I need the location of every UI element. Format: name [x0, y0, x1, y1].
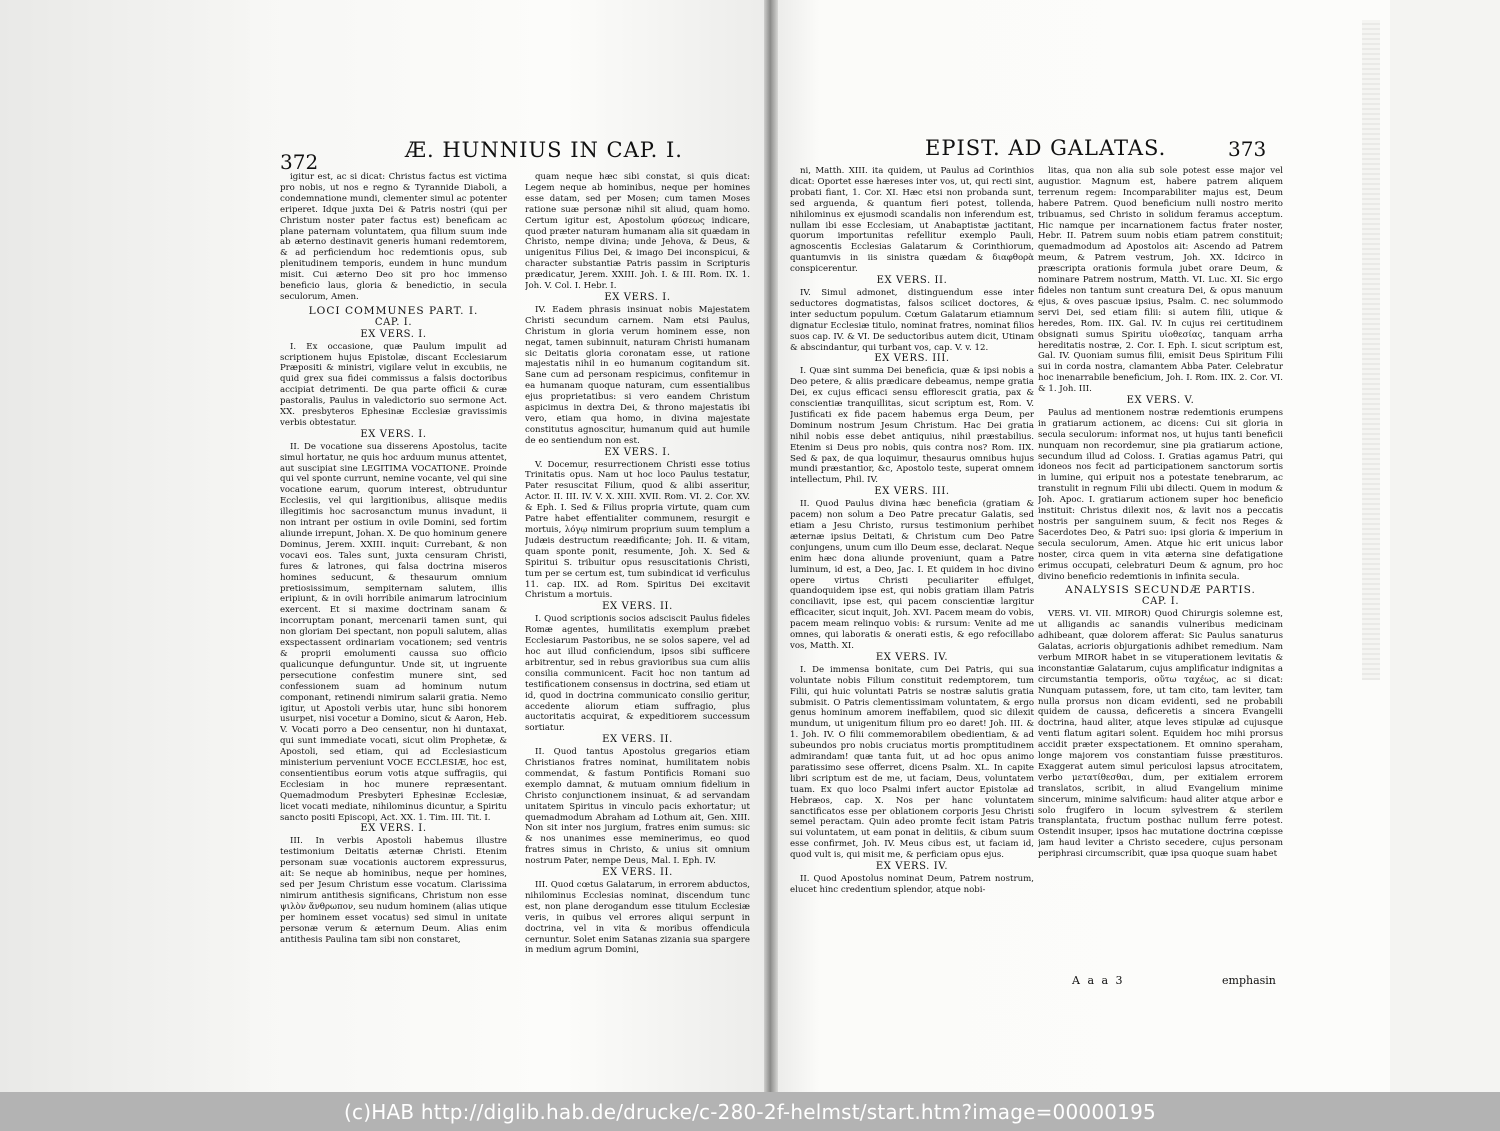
paragraph: Paulus ad mentionem nostræ redemtionis erumpens in gratiarum actionem, ac dicens: Cui sit gloria in secula seculorum: informat nos, ut hujus tanti beneficii nunquam non recordemur, sine pia gratiarum actione, secundum illud ad Coloss. I. Gratias agamus Patri, qui idoneos nos fecit ad participationem sanctorum sortis in lumine, qui eripuit nos a potestate tenebrarum, ac transtulit in regnum Filii ubi dilecti. Quem in modum & Joh. Apoc. I. gratiarum actionem super hoc beneficio instituit: Christus dilexit nos, & lavit nos a peccatis nostris per sanguinem suum, & fecit nos Reges & Sacerdotes Deo, & Patri suo: ipsi gloria & imperium in secula seculorum, Amen. Atque hic erit unicus labor noster, circa quem in vita æterna sine defatigatione erimus occupati, celebraturi Deum & agnum, pro hoc divino beneficio redemtionis in infinita secula.: [1038, 407, 1283, 582]
paragraph: igitur est, ac si dicat: Christus factus est victima pro nobis, ut nos e regno & Tyrannide Diaboli, a condemnatione mundi, clementer simul ac potenter eriperet. Idque juxta Dei & Patris nostri (qui per Christum noster pater factus est) beneficam ac plane paternam voluntatem, qua filium suum inde ab æterno destinavit generis humani redemtorem, & ad perficiendum hoc redemtionis opus, sub plenitudinem temporis, eundem in hunc mundum misit. Cui æterno Deo sit pro hoc immenso beneficio laus, gloria & benedictio, in secula seculorum, Amen.: [280, 172, 507, 302]
section-heading: EX VERS. I.: [360, 823, 427, 835]
section-heading: EX VERS. IV.: [875, 861, 949, 873]
section-heading: LOCI COMMUNES PART. I.: [308, 304, 479, 317]
left-page-column-1: [280, 172, 507, 990]
right-running-header: EPIST. AD GALATAS.: [925, 136, 1167, 160]
section-heading: ANALYSIS SECUNDÆ PARTIS.: [1065, 584, 1256, 597]
left-running-header: Æ. HUNNIUS IN CAP. I.: [405, 138, 683, 162]
paragraph: ni, Matth. XIII. ita quidem, ut Paulus ad Corinthios dicat: Oportet esse hæreses inter vos, ut, qui recti sint, probati fiant, 1. Cor. XI. Hæc etsi non probanda sunt, sed arguenda, & quantum fieri potest, tollenda, nihilominus ex ejusmodi scandalis non inferendum est, nullam ibi esse Ecclesiam, ut Anabaptistæ jactitant, quorum importunitas refellitur exemplo Pauli, agnoscentis Ecclesias Galatarum & Corinthiorum, quantumvis in iis sinistra quædam & διαφθορὰ conspicerentur.: [790, 166, 1034, 275]
section-heading: EX VERS. III.: [874, 486, 950, 498]
paragraph: I. Quæ sint summa Dei beneficia, quæ & ipsi nobis a Deo petere, & aliis prædicare debeamus, nempe gratia Dei, ex cujus efficaci sensu efflorescit gratia, pax & conscientiæ tranquillitas, sicut scriptum est, Rom. V. Justificati ex fide pacem habemus erga Deum, per Dominum nostrum Jesum Christum. Hac Dei gratia nihil nobis esse debet antiquius, nihil præstabilius. Etenim si Deus pro nobis, quis contra nos? Rom. IIX. Sed & pax, de qua loquimur, thesaurus omnibus hujus mundi præstantior, &c, Apostolo teste, superat omnem intellectum, Phil. IV.: [790, 366, 1034, 486]
paragraph: IV. Simul admonet, distinguendum esse inter seductores dogmatistas, falsos scilicet doctores, & inter seductum populum. Cœtum Galatarum etiamnum dignatur Ecclesiæ titulo, nominat fratres, nominat filios suos cap. IV. & VI. De seductoribus autem dicit, Utinam & abscindantur, qui turbant vos, cap. V. v. 12.: [790, 287, 1034, 353]
source-url: (c)HAB http://diglib.hab.de/drucke/c-280-2f-helmst/start.htm?image=00000195: [344, 1099, 1156, 1124]
book-gutter: [764, 0, 778, 1092]
section-heading: CAP. I.: [1141, 596, 1180, 608]
paragraph: III. Quod cœtus Galatarum, in errorem abductos, nihilominus Ecclesias nominat, discendum tunc est, non plane derogandum esse titulum Ecclesiæ veris, in quibus vel errores aliqui serpunt in doctrina, vel in vita & moribus offendicula cernuntur. Solet enim Satanas zizania sua spargere in medium agrum Domini,: [525, 880, 750, 956]
section-heading: EX VERS. II.: [602, 601, 673, 613]
paragraph: II. Quod tantus Apostolus gregarios etiam Christianos fratres nominat, humilitatem nobis commendat, & fastum Pontificis Romani suo exemplo damnat, & mutuam omnium fidelium in Christo conjunctionem insinuat, & ad servandam unitatem Spiritus in vinculo pacis exhortatur; ut quemadmodum Abraham ad Lothum ait, Gen. XIII. Non sit inter nos jurgium, fratres enim sumus: sic & nos unanimes esse meminerimus, eo quod fratres simus in Christo, & unius sit omnium nostrum Pater, nempe Deus, Mal. I. Eph. IV.: [525, 747, 750, 867]
signature-mark: A a a 3: [1072, 974, 1125, 987]
section-heading: EX VERS. I.: [360, 428, 427, 440]
paragraph: I. Quod scriptionis socios adsciscit Paulus fideles Romæ agentes, humilitatis exemplum præbet Ecclesiarum Pastoribus, ne se solos sapere, vel ad hoc aut illud conficiendum, ipsos sibi sufficere arbitrentur, sed in rebus gravioribus sua cum aliis consilia communicent. Facit hoc non tantum ad testificationem consensus in doctrina, sed etiam ut id, quod in doctrina communicato consilio geritur, accedente aliorum etiam suffragio, plus auctoritatis acquirat, & expeditiorem successum sortiatur.: [525, 614, 750, 734]
paragraph: III. In verbis Apostoli habemus illustre testimonium Deitatis æternæ Christi. Etenim personam suæ vocationis auctorem expressurus, ait: Se neque ab hominibus, neque per homines, sed per Jesum Christum esse vocatum. Clarissima nimirum antithesis significans, Christum non esse ψιλὸν ἄνθρωπον, seu nudum hominem (alias utique per hominem esset vocatus) sed simul in unitate personæ verum & æternum Deum. Alias enim antithesis Paulina tam sibi non constaret,: [280, 836, 507, 945]
paragraph: II. De vocatione sua disserens Apostolus, tacite simul hortatur, ne quis hoc arduum munus attentet, aut suscipiat sine LEGITIMA VOCATIONE. Proinde qui vel sponte currunt, nemine vocante, vel qui sine vocatione earum, quorum interest, obtruduntur Ecclesiis, vel qui largitionibus, aliisque mediis illegitimis hoc sacrosanctum munus invadunt, ii non intrant per ostium in ovile Domini, sed fortim aliunde irrepunt, Johan. X. De quo hominum genere Dominus, Jerem. XXIII. inquit: Currebant, & non vocavi eos. Tales sunt, juxta censuram Christi, fures & latrones, qui falsa doctrina miseros homines seducunt, & thesaurum omnium pretiosissimum, sempiternam salutem, illis eripiunt, & in ovili horribile animarum latrocinium exercent. Et si maxime doctrinam sanam & incorruptam ponant, mercenarii tamen sunt, qui non gloriam Dei spectant, non populi salutem, alias exspectassent ordinariam vocationem; sed ventris & proprii emolumenti caussa suo officio qualicunque defunguntur. Unde sit, ut ingruente persecutione confestim munere sint, sed confessionem suam ad hominum nutum componant, retinendi nimirum salarii gratia. Nemo igitur, ut Apostoli verbis utar, hunc sibi honorem usurpet, nisi vocetur a Domino, sicut & Aaron, Heb. V. Vocati porro a Deo censentur, non hi duntaxat, qui sunt immediate vocati, sicut olim Prophetæ, & Apostoli, sed etiam, qui ad Ecclesiasticum ministerium perveniunt VOCE ECCLESIÆ, hoc est, consentientibus eorum votis atque suffragiis, qui Ecclesiam in hoc munere repræsentant. Quemadmodum Presbyteri Ephesinæ Ecclesiæ, licet vocati mediate, nihilominus dicuntur, a Spiritu sancto positi Episcopi, Act. XX. 1. Tim. III. Tit. I.: [280, 441, 507, 823]
right-page-number: 373: [1228, 137, 1267, 161]
paragraph: VERS. VI. VII. MIROR) Quod Chirurgis solemne est, ut alligandis ac sanandis vulneribus medicinam adhibeant, quæ dolorem afferat: Sic Paulus sanaturus Galatas, acrioris objurgationis adhibet remedium. Nam verbum MIROR habet in se vituperationem levitatis & inconstantiæ Galatarum, cujus amplificatur indignitas a circumstantia temporis, οὕτω ταχέως, ac si dicat: Nunquam putassem, fore, ut tam cito, tam leviter, tam nulla prorsus non dicam evidenti, sed ne probabili quidem de caussa, deficeretis a sincera Evangelii doctrina, haud aliter, atque leves stipulæ ad cujusque venti flatum agitari solent. Equidem hoc mihi prorsus accidit præter exspectationem. Et omnino speraham, longe majorem vos constantiam fuisse præstituros. Exaggerat autem simul periculosi lapsus atrocitatem, verbo μετατίθεσθαι, dum, per exitialem errorem translatos, scribit, in aliud Evangelium minime sincerum, minime salvificum: haud aliter atque arbor e solo frugifero in locum sylvestrem & sterilem transplantata, fructum posthac nullum ferre potest. Ostendit insuper, ipsos hac mutatione doctrina cœpisse jam haud leviter a Christo secedere, cujus personam periphrasi circumscribit, quæ ipsa quoque suam habet: [1038, 609, 1283, 860]
left-page-number: 372: [280, 150, 319, 174]
section-heading: EX VERS. II.: [602, 734, 673, 746]
paragraph: V. Docemur, resurrectionem Christi esse totius Trinitatis opus. Nam ut hoc loco Paulus testatur, Pater resuscitat Filium, quod & alibi asseritur, Actor. II. III. IV. V. X. XIII. XVII. Rom. VI. 2. Cor. XV. & Eph. I. Sed & Filius propria virtute, quam cum Patre habet effentialiter communem, resurgit e mortuis, λόγῳ nimirum proprium suum templum a Judæis destructum reædificante; Joh. II. & vitam, quam sponte ponit, resumente, Joh. X. Sed & Spiritui S. tribuitur opus resuscitationis Christi, tum per se certum est, tum subindicat id verficulus 11. cap. IIX. ad Rom. Spiritus Dei excitavit Christum a mortuis.: [525, 459, 750, 601]
left-page-column-2: [525, 172, 750, 990]
section-heading: EX VERS. III.: [874, 353, 950, 365]
scan-background: [0, 0, 260, 1092]
paragraph: litas, qua non alia sub sole potest esse major vel augustior. Magnum est, habere patrem aliquem terrenum regem: Incomparabiliter majus est, Deum habere Patrem. Quod beneficium nulli nostro merito tribuamus, sed Christo in solidum feramus acceptum. Hic namque per incarnationem factus frater noster, Hebr. II. Patrem suum nobis etiam patrem constituit; quemadmodum ad Apostolos ait: Ascendo ad Patrem meum, & Patrem vestrum, Joh. XX. Idcirco in præscripta orationis formula jubet orare Deum, & nominare Patrem nostrum, Matth. VI. Luc. XI. Sic ergo fideles non tantum sunt creatura Dei, & opus manuum ejus, & oves pascuæ ipsius, Psalm. C. nec solummodo servi Dei, sed etiam filii: si autem filii, utique & heredes, Rom. IIX. Gal. IV. In cujus rei certitudinem obsignati sumus Spiritu υἱοθεσίας, tanquam arrha hereditatis nostræ, 2. Cor. I. Eph. I. sicut scriptum est, Gal. IV. Quoniam sumus filii, emisit Deus Spiritum Filii sui in corda nostra, clamantem Abba Pater. Celebratur hoc inenarrabile beneficium, Joh. I. Rom. IIX. 2. Cor. VI. & 1. Joh. III.: [1038, 166, 1283, 395]
section-heading: EX VERS. II.: [602, 867, 673, 879]
paragraph: I. Ex occasione, quæ Paulum impulit ad scriptionem hujus Epistolæ, discant Ecclesiarum Præpositi & ministri, vigilare velut in excubiis, ne quid grex sua fidei commissus a falsis doctoribus accipiat detrimenti. De qua parte officii & curæ pastoralis, Paulus in valedictorio suo sermone Act. XX. presbyteros Ephesinæ Ecclesiæ gravissimis verbis obtestatur.: [280, 341, 507, 428]
section-heading: CAP. I.: [374, 316, 413, 328]
section-heading: EX VERS. V.: [1126, 395, 1195, 407]
source-footer-bar: [0, 1092, 1500, 1131]
section-heading: EX VERS. IV.: [875, 651, 949, 663]
right-page-column-1: [790, 166, 1034, 976]
section-heading: EX VERS. I.: [604, 291, 671, 303]
section-heading: EX VERS. I.: [360, 328, 427, 340]
section-heading: EX VERS. I.: [604, 446, 671, 458]
section-heading: EX VERS. II.: [876, 275, 948, 287]
paragraph: II. Quod Apostolus nominat Deum, Patrem nostrum, elucet hinc credentium splendor, atque nobi-: [790, 874, 1034, 895]
paragraph: I. De immensa bonitate, cum Dei Patris, qui sua voluntate nobis Filium constituit redemptorem, tum Filii, qui huic voluntati Patris se nostræ salutis gratia submisit. O Patris clementissimam voluntatem, & ergo genus hominum amorem ineffabilem, quod sic dilexit mundum, ut unigenitum filium pro eo daret! Joh. III. & 1. Joh. IV. O filii commemorabilem obedientiam, & ad subeundos pro nobis cruciatus mortis promptitudinem admirandam! quæ tanta fuit, ut ad hoc opus animo paratissimo sese offerret, dicens Psalm. XL. In capite libri scriptum est de me, ut faciam, Deus, voluntatem tuam. Ex quo loco Psalmi infert auctor Epistolæ ad Hebræos, cap. X. Nos per hanc voluntatem sanctificatos esse per oblationem corporis Jesu Christi semel peractam. Quin adeo promte fecit istam Patris sui voluntatem, ut eam ponat in delitiis, & cibum suum esse confirmet, Joh. IV. Meus cibus est, ut faciam id, quod vult is, qui misit me, & perficiam opus ejus.: [790, 664, 1034, 861]
paragraph: IV. Eadem phrasis insinuat nobis Majestatem Christi secundum carnem. Nam etsi Paulus, Christum in gloria verum hominem esse, non negat, tamen subinnuit, naturam Christi humanam sic Deitatis gloria coronatam esse, ut ratione majestatis nihil in eo humanum cogitandum sit. Sane cum ad personam respicimus, confitemur in ea humanam quoque naturam, cum essentialibus ejus proprietatibus: si vero eandem Christum aspicimus in dextra Dei, & throno majestatis ibi vero, etiam qua homo, in divina majestate constitutus agnoscitur, humanum quid aut humile de eo sentiendum non est.: [525, 304, 750, 446]
paragraph: quam neque hæc sibi constat, si quis dicat: Legem neque ab hominibus, neque per homines esse datam, sed per Mosen; cum tamen Moses ratione suæ personæ nihil sit aliud, quam homo. Certum igitur est, Apostolum φύσεως indicare, quod præter naturam humanam alia sit quædam in Christo, nempe divina; unde Jehova, & Deus, & unigenitus Filius Dei, & imago Dei inconspicui, & character substantiæ Patris passim in Scripturis prædicatur, Jerem. XXIII. Joh. I. & III. Rom. IX. 1. Joh. V. Col. I. Hebr. I.: [525, 172, 750, 292]
page-edges: [1362, 20, 1380, 680]
right-page-column-2: [1038, 166, 1283, 974]
catchword: emphasin: [1222, 974, 1276, 987]
paragraph: II. Quod Paulus divina hæc beneficia (gratiam & pacem) non solum a Deo Patre precatur Galatis, sed etiam a Jesu Christo, rursus testimonium perhibet æternæ ipsius Deitati, & Christum cum Deo Patre conjungens, unum cum illo Deum esse, declarat. Neque enim hæc dona aliunde proveniunt, quam a Patre luminum, id est, a Deo, Jac. I. Et quidem in hoc divino opere virtus Christi peculiariter effulget, quandoquidem ipse est, qui nobis gratiam illam Patris conciliavit, ipse est, qui pacem conscientiæ largitur efficaciter, sicut inquit, Joh. XVI. Pacem meam do vobis, pacem meam relinquo vobis: & rursum: Venite ad me omnes, qui laboratis & onerati estis, & ego refocillabo vos, Matth. XI.: [790, 499, 1034, 651]
